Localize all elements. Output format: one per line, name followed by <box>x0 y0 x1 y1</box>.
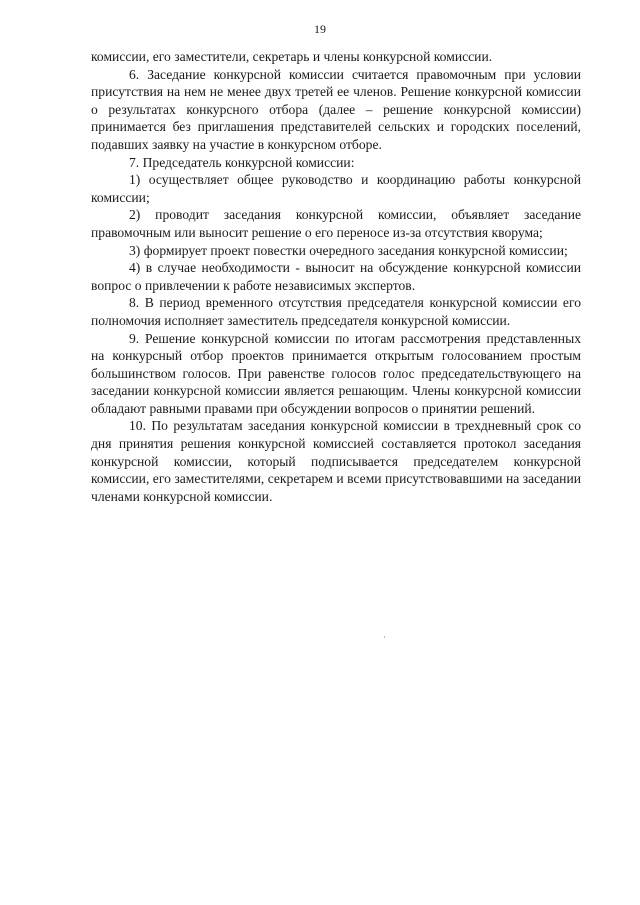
paragraph-item-7: 7. Председатель конкурсной комиссии: <box>129 154 355 170</box>
paragraph-item-8: 8. В период временного отсутствия председателя конкурсной комиссии его полномочия исполняет заместитель председателя конкурсной комиссии. <box>91 295 581 328</box>
scan-speck <box>384 636 385 638</box>
paragraph-item-7-4: 4) в случае необходимости - выносит на обсуждение конкурсной комиссии вопрос о привлечении к работе независимых экспертов. <box>91 260 581 293</box>
paragraph-item-7-1: 1) осуществляет общее руководство и координацию работы конкурсной комиссии; <box>91 172 581 205</box>
paragraph-item-7-3: 3) формирует проект повестки очередного заседания конкурсной комиссии; <box>129 242 568 258</box>
document-body <box>91 48 581 505</box>
paragraph-item-7-2: 2) проводит заседания конкурсной комиссии, объявляет заседание правомочным или выносит решение о его переносе из-за отсутствия кворума; <box>91 207 581 240</box>
page-number: 19 <box>314 22 326 36</box>
paragraph-item-10: 10. По результатам заседания конкурсной комиссии в трехдневный срок со дня принятия решения конкурсной комиссией составляется протокол заседания конкурсной комиссии, который подписывается председателем конкурсной комиссии, его заместителями, секретарем и всеми присутствовавшими на заседании членами конкурсной комиссии. <box>91 418 581 504</box>
paragraph-item-9: 9. Решение конкурсной комиссии по итогам рассмотрения представленных на конкурсный отбор проектов принимается открытым голосованием простым большинством голосов. При равенстве голосов голос председательствующего на заседании конкурсной комиссии является решающим. Члены конкурсной комиссии обладают равными правами при обсуждении вопросов о принятии решений. <box>91 330 581 416</box>
paragraph-continuation: комиссии, его заместители, секретарь и члены конкурсной комиссии. <box>91 49 493 64</box>
paragraph-item-6: 6. Заседание конкурсной комиссии считается правомочным при условии присутствия на нем не менее двух третей ее членов. Решение конкурсной комиссии о результатах конкурсного отбора (далее – решение конкурсной комиссии) принимается без приглашения представителей сельских и городских поселений, подавших заявку на участие в конкурсном отборе. <box>91 66 581 152</box>
